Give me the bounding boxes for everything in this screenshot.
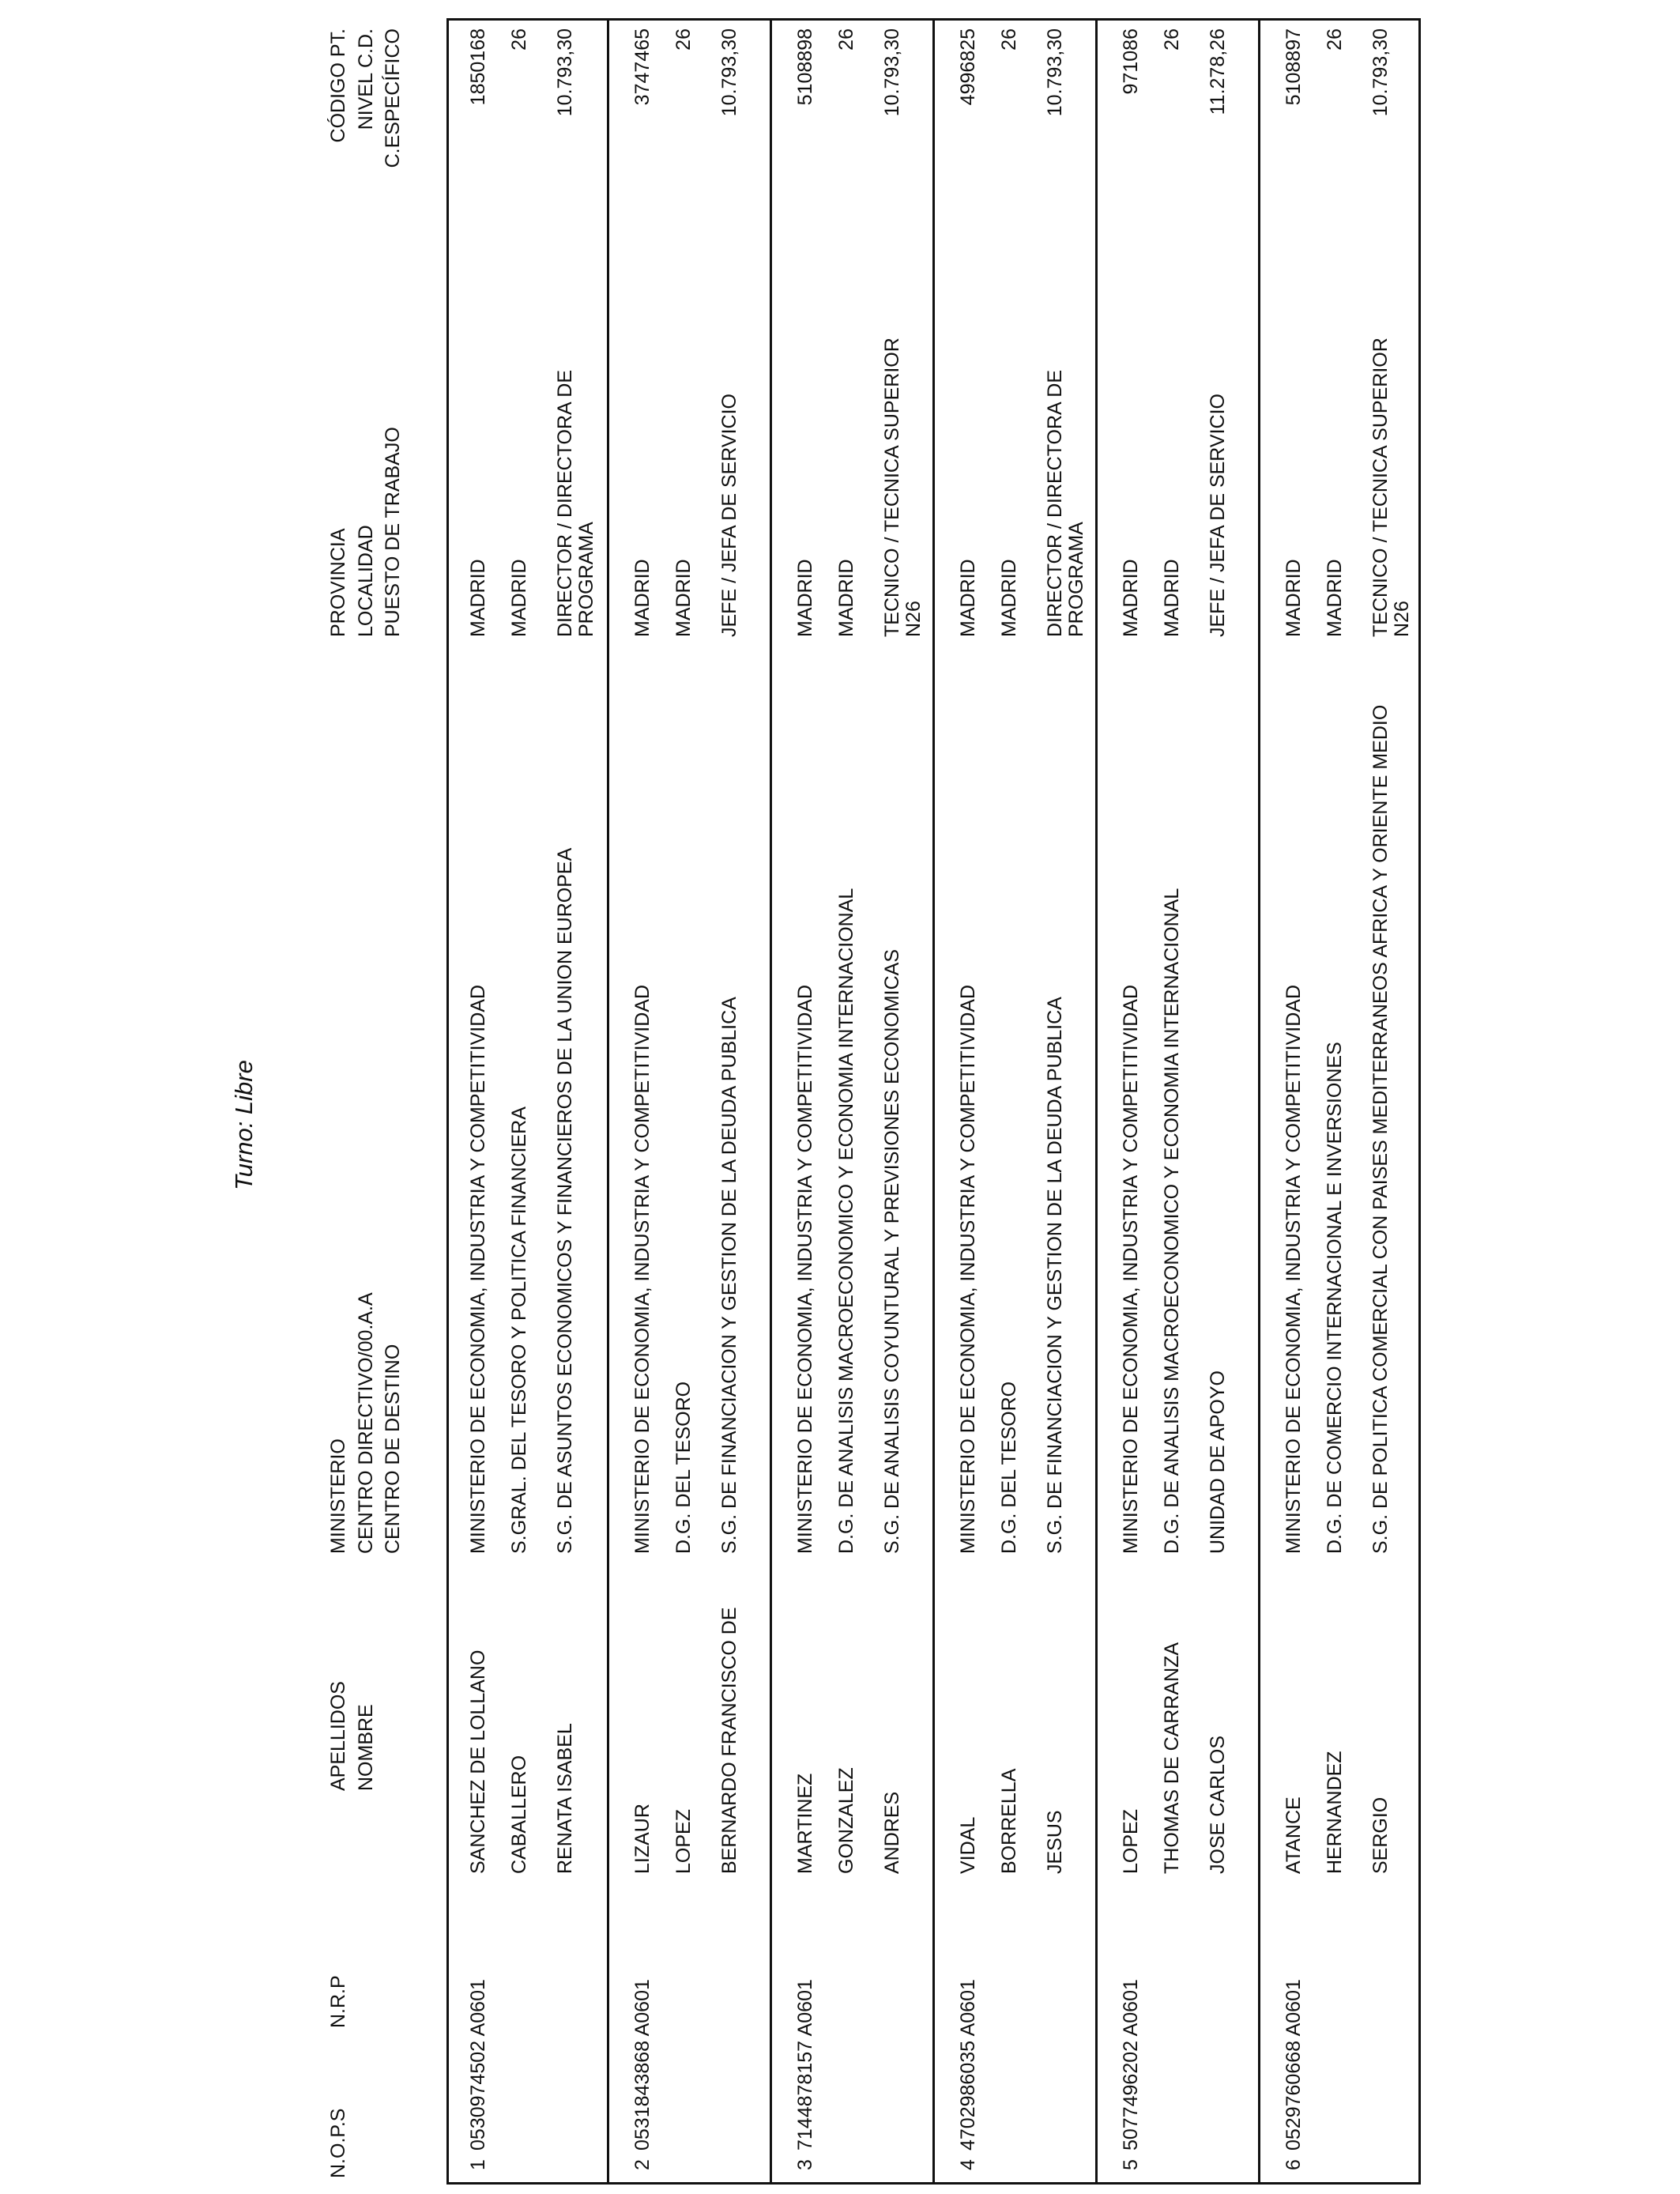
row-number: 4 <box>957 2159 979 2170</box>
row-centro-destino: S.G. DE FINANCIACION Y GESTION DE LA DEUDA PUBLICA <box>1044 997 1066 1554</box>
header-ministerio: MINISTERIO <box>327 1438 349 1554</box>
row-puesto: JEFE / JEFA DE SERVICIO <box>1207 394 1229 637</box>
row-ministerio: MINISTERIO DE ECONOMIA, INDUSTRIA Y COMPETITIVIDAD <box>631 985 654 1554</box>
row-centro-destino: UNIDAD DE APOYO <box>1207 1370 1229 1554</box>
row-apellido-1: LIZAUR <box>631 1804 654 1874</box>
header-centro-directivo: CENTRO DIRECTIVO/00.A.A <box>355 1292 377 1554</box>
row-nivel: 26 <box>1324 28 1346 51</box>
row-centro-directivo: D.G. DE ANALISIS MACROECONOMICO Y ECONOMIA INTERNACIONAL <box>1161 888 1183 1554</box>
row-especifico: 10.793,30 <box>881 28 903 117</box>
row-ministerio: MINISTERIO DE ECONOMIA, INDUSTRIA Y COMPETITIVIDAD <box>467 985 489 1554</box>
row-provincia: MADRID <box>957 559 979 637</box>
row-separator <box>1258 18 1260 2185</box>
row-ministerio: MINISTERIO DE ECONOMIA, INDUSTRIA Y COMPETITIVIDAD <box>1120 985 1142 1554</box>
row-codigo: 1850168 <box>467 28 489 106</box>
row-nrp: 0530974502 A0601 <box>467 1979 489 2151</box>
row-localidad: MADRID <box>835 559 857 637</box>
row-apellido-2: LOPEZ <box>672 1809 695 1874</box>
row-nombre: BERNARDO FRANCISCO DE <box>718 1607 740 1874</box>
row-especifico: 10.793,30 <box>1044 28 1066 117</box>
row-nrp: 0531843868 A0601 <box>631 1979 654 2151</box>
row-codigo: 5108898 <box>794 28 816 106</box>
row-separator <box>607 18 609 2185</box>
row-especifico: 10.793,30 <box>1369 28 1392 117</box>
row-nivel: 26 <box>998 28 1020 51</box>
row-number: 5 <box>1120 2159 1142 2170</box>
page-title: Turno: Libre <box>230 1060 258 1190</box>
row-apellido-2: GONZALEZ <box>835 1767 857 1874</box>
row-localidad: MADRID <box>998 559 1020 637</box>
row-nivel: 26 <box>1161 28 1183 51</box>
row-centro-destino: S.G. DE FINANCIACION Y GESTION DE LA DEUDA PUBLICA <box>718 997 740 1554</box>
row-puesto: TECNICO / TECNICA SUPERIOR N26 <box>1369 337 1413 637</box>
row-separator <box>770 18 772 2185</box>
header-nrp: N.R.P <box>327 1975 349 2028</box>
row-number: 6 <box>1283 2159 1305 2170</box>
row-centro-destino: S.G. DE POLITICA COMERCIAL CON PAISES MEDITERRANEOS AFRICA Y ORIENTE MEDIO <box>1369 704 1392 1554</box>
header-puesto: PUESTO DE TRABAJO <box>382 427 404 637</box>
header-codigo: CÓDIGO PT. <box>327 28 349 143</box>
row-number: 2 <box>631 2159 654 2170</box>
row-puesto: DIRECTOR / DIRECTORA DE PROGRAMA <box>554 369 597 637</box>
row-especifico: 11.278,26 <box>1207 28 1229 115</box>
row-codigo: 971086 <box>1120 28 1142 95</box>
row-localidad: MADRID <box>672 559 695 637</box>
row-centro-destino: S.G. DE ASUNTOS ECONOMICOS Y FINANCIEROS DE LA UNION EUROPEA <box>554 847 576 1554</box>
header-provincia: PROVINCIA <box>327 528 349 637</box>
header-nops: N.O.P.S <box>327 2108 349 2178</box>
row-provincia: MADRID <box>467 559 489 637</box>
header-nivel: NIVEL C.D. <box>355 28 377 130</box>
row-apellido-2: THOMAS DE CARRANZA <box>1161 1642 1183 1874</box>
row-provincia: MADRID <box>794 559 816 637</box>
row-localidad: MADRID <box>1324 559 1346 637</box>
row-provincia: MADRID <box>631 559 654 637</box>
row-apellido-1: VIDAL <box>957 1816 979 1874</box>
row-apellido-2: HERNANDEZ <box>1324 1751 1346 1874</box>
row-apellido-1: LOPEZ <box>1120 1809 1142 1874</box>
row-nrp: 5077496202 A0601 <box>1120 1979 1142 2151</box>
row-puesto: TECNICO / TECNICA SUPERIOR N26 <box>881 337 925 637</box>
row-nombre: ANDRES <box>881 1791 903 1874</box>
row-puesto: DIRECTOR / DIRECTORA DE PROGRAMA <box>1044 369 1087 637</box>
row-codigo: 4996825 <box>957 28 979 106</box>
row-centro-directivo: S.GRAL. DEL TESORO Y POLITICA FINANCIERA <box>508 1106 530 1554</box>
row-number: 3 <box>794 2159 816 2170</box>
row-nombre: JOSE CARLOS <box>1207 1735 1229 1874</box>
row-nivel: 26 <box>508 28 530 51</box>
row-apellido-2: CABALLERO <box>508 1755 530 1874</box>
row-localidad: MADRID <box>1161 559 1183 637</box>
row-centro-directivo: D.G. DEL TESORO <box>998 1381 1020 1554</box>
row-nrp: 7144878157 A0601 <box>794 1979 816 2151</box>
row-nivel: 26 <box>835 28 857 51</box>
row-apellido-1: ATANCE <box>1283 1796 1305 1874</box>
row-apellido-2: BORRELLA <box>998 1768 1020 1874</box>
row-centro-destino: S.G. DE ANALISIS COYUNTURAL Y PREVISIONES ECONOMICAS <box>881 948 903 1554</box>
header-centro-destino: CENTRO DE DESTINO <box>382 1344 404 1554</box>
row-apellido-1: MARTINEZ <box>794 1773 816 1874</box>
row-nombre: RENATA ISABEL <box>554 1723 576 1874</box>
row-provincia: MADRID <box>1283 559 1305 637</box>
row-number: 1 <box>467 2159 489 2170</box>
row-nombre: SERGIO <box>1369 1796 1392 1874</box>
row-apellido-1: SANCHEZ DE LOLLANO <box>467 1649 489 1874</box>
row-ministerio: MINISTERIO DE ECONOMIA, INDUSTRIA Y COMPETITIVIDAD <box>1283 985 1305 1554</box>
row-nivel: 26 <box>672 28 695 51</box>
row-ministerio: MINISTERIO DE ECONOMIA, INDUSTRIA Y COMPETITIVIDAD <box>957 985 979 1554</box>
row-nrp: 4702986035 A0601 <box>957 1979 979 2151</box>
header-especifico: C.ESPECÍFICO <box>382 28 404 168</box>
row-codigo: 3747465 <box>631 28 654 106</box>
row-separator <box>932 18 935 2185</box>
header-nombre: NOMBRE <box>355 1704 377 1791</box>
header-apellidos: APELLIDOS <box>327 1681 349 1791</box>
row-centro-directivo: D.G. DEL TESORO <box>672 1381 695 1554</box>
row-separator <box>1095 18 1098 2185</box>
row-especifico: 10.793,30 <box>718 28 740 117</box>
row-provincia: MADRID <box>1120 559 1142 637</box>
row-ministerio: MINISTERIO DE ECONOMIA, INDUSTRIA Y COMPETITIVIDAD <box>794 985 816 1554</box>
row-centro-directivo: D.G. DE COMERCIO INTERNACIONAL E INVERSIONES <box>1324 1042 1346 1554</box>
row-puesto: JEFE / JEFA DE SERVICIO <box>718 394 740 637</box>
row-especifico: 10.793,30 <box>554 28 576 117</box>
row-localidad: MADRID <box>508 559 530 637</box>
row-centro-directivo: D.G. DE ANALISIS MACROECONOMICO Y ECONOMIA INTERNACIONAL <box>835 888 857 1554</box>
row-codigo: 5108897 <box>1283 28 1305 106</box>
header-localidad: LOCALIDAD <box>355 525 377 637</box>
row-nombre: JESUS <box>1044 1810 1066 1874</box>
row-nrp: 0529760668 A0601 <box>1283 1979 1305 2151</box>
